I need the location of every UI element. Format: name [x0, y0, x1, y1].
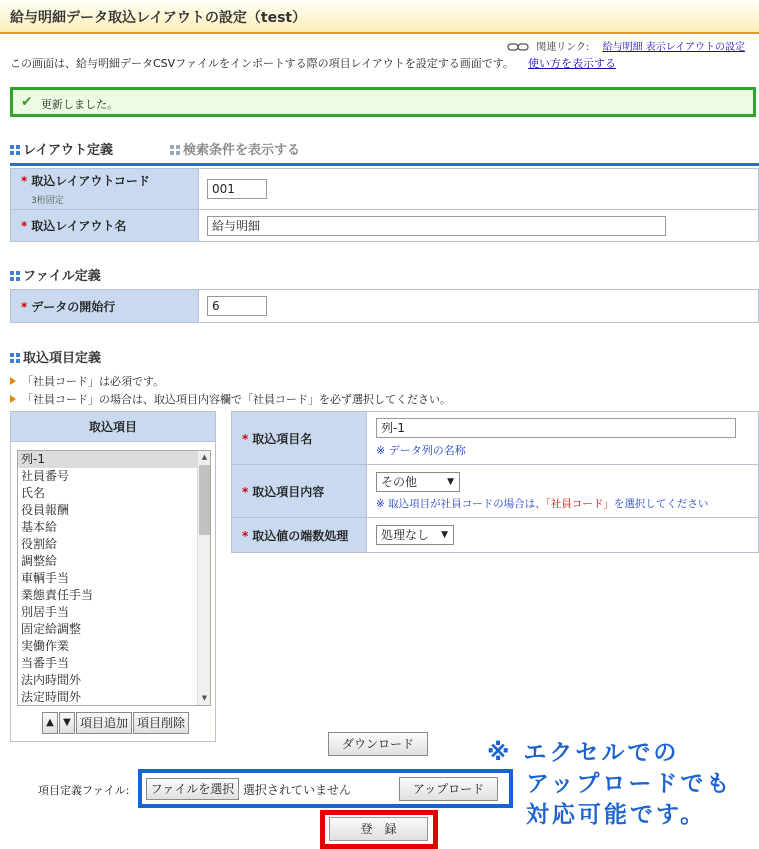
- item-content-cell: [367, 465, 759, 518]
- scroll-down-arrow-icon[interactable]: ▼: [201, 694, 208, 702]
- list-item[interactable]: 法定時間外: [21, 690, 82, 704]
- item-definition-heading: [10, 347, 101, 366]
- list-item[interactable]: 調整給: [21, 554, 58, 568]
- item-name-hint: ※ データ列の名称: [376, 444, 466, 457]
- search-toggle-label: 検索条件を表示する: [183, 143, 301, 158]
- list-item[interactable]: 役割給: [21, 537, 58, 551]
- list-item[interactable]: 社員番号: [21, 469, 70, 483]
- no-file-selected-text: 選択されていません: [243, 783, 352, 797]
- file-definition-title: ファイル定義: [23, 269, 101, 284]
- upload-highlight-box: [138, 769, 513, 808]
- start-row-input[interactable]: 6: [207, 296, 267, 316]
- item-definition-title: 取込項目定義: [23, 351, 102, 366]
- download-button[interactable]: ダウンロード: [328, 732, 428, 756]
- section-square-icon: [10, 271, 20, 281]
- list-item[interactable]: 当番手当: [21, 656, 70, 670]
- item-name-cell: [367, 412, 759, 465]
- layout-name-cell: [199, 210, 759, 242]
- note-item: 「社員コード」は必須です。: [10, 373, 164, 389]
- layout-definition-heading: [10, 139, 113, 158]
- bullet-arrow-icon: [10, 395, 16, 403]
- start-row-cell: [199, 290, 759, 323]
- register-button[interactable]: 登 録: [329, 817, 428, 841]
- rounding-label: * 取込値の端数処理: [232, 518, 367, 553]
- layout-definition-table: [10, 168, 759, 242]
- start-row-label: * データの開始行: [11, 290, 199, 323]
- page-title: 給与明細データ取込レイアウトの設定（test）: [10, 10, 307, 26]
- related-links-label: 関連リンク:: [536, 42, 590, 53]
- list-item[interactable]: 実働作業: [21, 639, 70, 653]
- rounding-cell: [367, 518, 759, 553]
- rounding-value: 処理なし: [381, 528, 430, 542]
- file-definition-heading: [10, 265, 101, 284]
- item-detail-table: [231, 411, 759, 553]
- list-item[interactable]: 車輌手当: [21, 571, 70, 585]
- annotation-line-1: ※ エクセルでの: [487, 740, 680, 766]
- link-chain-icon: [507, 43, 529, 51]
- section-square-icon: [10, 145, 20, 155]
- layout-code-input[interactable]: 001: [207, 179, 267, 199]
- list-item[interactable]: 役員報酬: [21, 503, 70, 517]
- choose-file-button[interactable]: ファイルを選択: [146, 778, 239, 800]
- layout-name-input[interactable]: 給与明細: [207, 216, 666, 236]
- layout-name-label: * 取込レイアウト名: [11, 210, 199, 242]
- list-item[interactable]: 固定給調整: [21, 622, 82, 636]
- list-item[interactable]: 基本給: [21, 520, 58, 534]
- upload-button[interactable]: アップロード: [399, 777, 498, 801]
- import-items-panel: [10, 411, 216, 742]
- show-usage-link[interactable]: 使い方を表示する: [528, 57, 616, 70]
- annotation-line-2: アップロードでも: [526, 771, 733, 797]
- item-content-hint: ※ 取込項目が社員コードの場合は、「社員コード」を選択してください: [376, 497, 709, 510]
- item-content-value: その他: [381, 474, 418, 489]
- title-bar: [0, 0, 759, 34]
- move-down-button[interactable]: ▼: [59, 712, 75, 734]
- dropdown-arrow-icon: ▼: [447, 476, 454, 487]
- item-content-label: * 取込項目内容: [232, 465, 367, 518]
- bullet-arrow-icon: [10, 377, 16, 385]
- scroll-thumb[interactable]: [199, 465, 210, 535]
- move-up-button[interactable]: ▲: [42, 712, 58, 734]
- list-item[interactable]: 氏名: [21, 486, 46, 500]
- item-name-input[interactable]: 列-1: [376, 418, 736, 438]
- intro-text: この画面は、給与明細データCSVファイルをインポートする際の項目レイアウトを設定する画面です。: [10, 57, 514, 70]
- related-links: [507, 38, 745, 53]
- layout-code-cell: [199, 169, 759, 210]
- success-message: 更新しました。: [41, 98, 118, 111]
- list-item[interactable]: 法内時間外: [21, 673, 82, 687]
- item-name-label: * 取込項目名: [232, 412, 367, 465]
- list-item[interactable]: 列-1: [18, 451, 210, 468]
- layout-code-label: * 取込レイアウトコード 3桁固定: [11, 169, 199, 210]
- annotation-line-3: 対応可能です。: [526, 802, 707, 828]
- add-item-button[interactable]: 項目追加: [76, 712, 132, 734]
- layout-code-hint: 3桁固定: [31, 196, 64, 206]
- item-definition-file-label: 項目定義ファイル:: [38, 784, 130, 797]
- layout-definition-title: レイアウト定義: [23, 143, 113, 158]
- success-message-box: [10, 87, 756, 117]
- item-content-select[interactable]: [376, 472, 460, 492]
- scroll-up-arrow-icon[interactable]: ▲: [201, 453, 208, 461]
- search-toggle[interactable]: [170, 139, 300, 158]
- payslip-display-layout-link[interactable]: 給与明細 表示レイアウトの設定: [602, 42, 745, 53]
- import-items-listbox[interactable]: [17, 450, 211, 706]
- dropdown-arrow-icon: ▼: [441, 530, 448, 540]
- note-item: 「社員コード」の場合は、取込項目内容欄で「社員コード」を必ず選択してください。: [10, 391, 451, 407]
- section-square-icon: [10, 353, 20, 363]
- remove-item-button[interactable]: 項目削除: [133, 712, 189, 734]
- listbox-scrollbar[interactable]: [197, 451, 210, 705]
- section-divider: [10, 163, 759, 166]
- file-definition-table: [10, 289, 759, 323]
- section-square-icon: [170, 145, 180, 155]
- rounding-select[interactable]: [376, 525, 454, 545]
- list-item[interactable]: 業態責任手当: [21, 588, 94, 602]
- import-items-header: 取込項目: [11, 412, 215, 442]
- list-item[interactable]: 別居手当: [21, 605, 70, 619]
- check-icon: ✔: [21, 94, 33, 110]
